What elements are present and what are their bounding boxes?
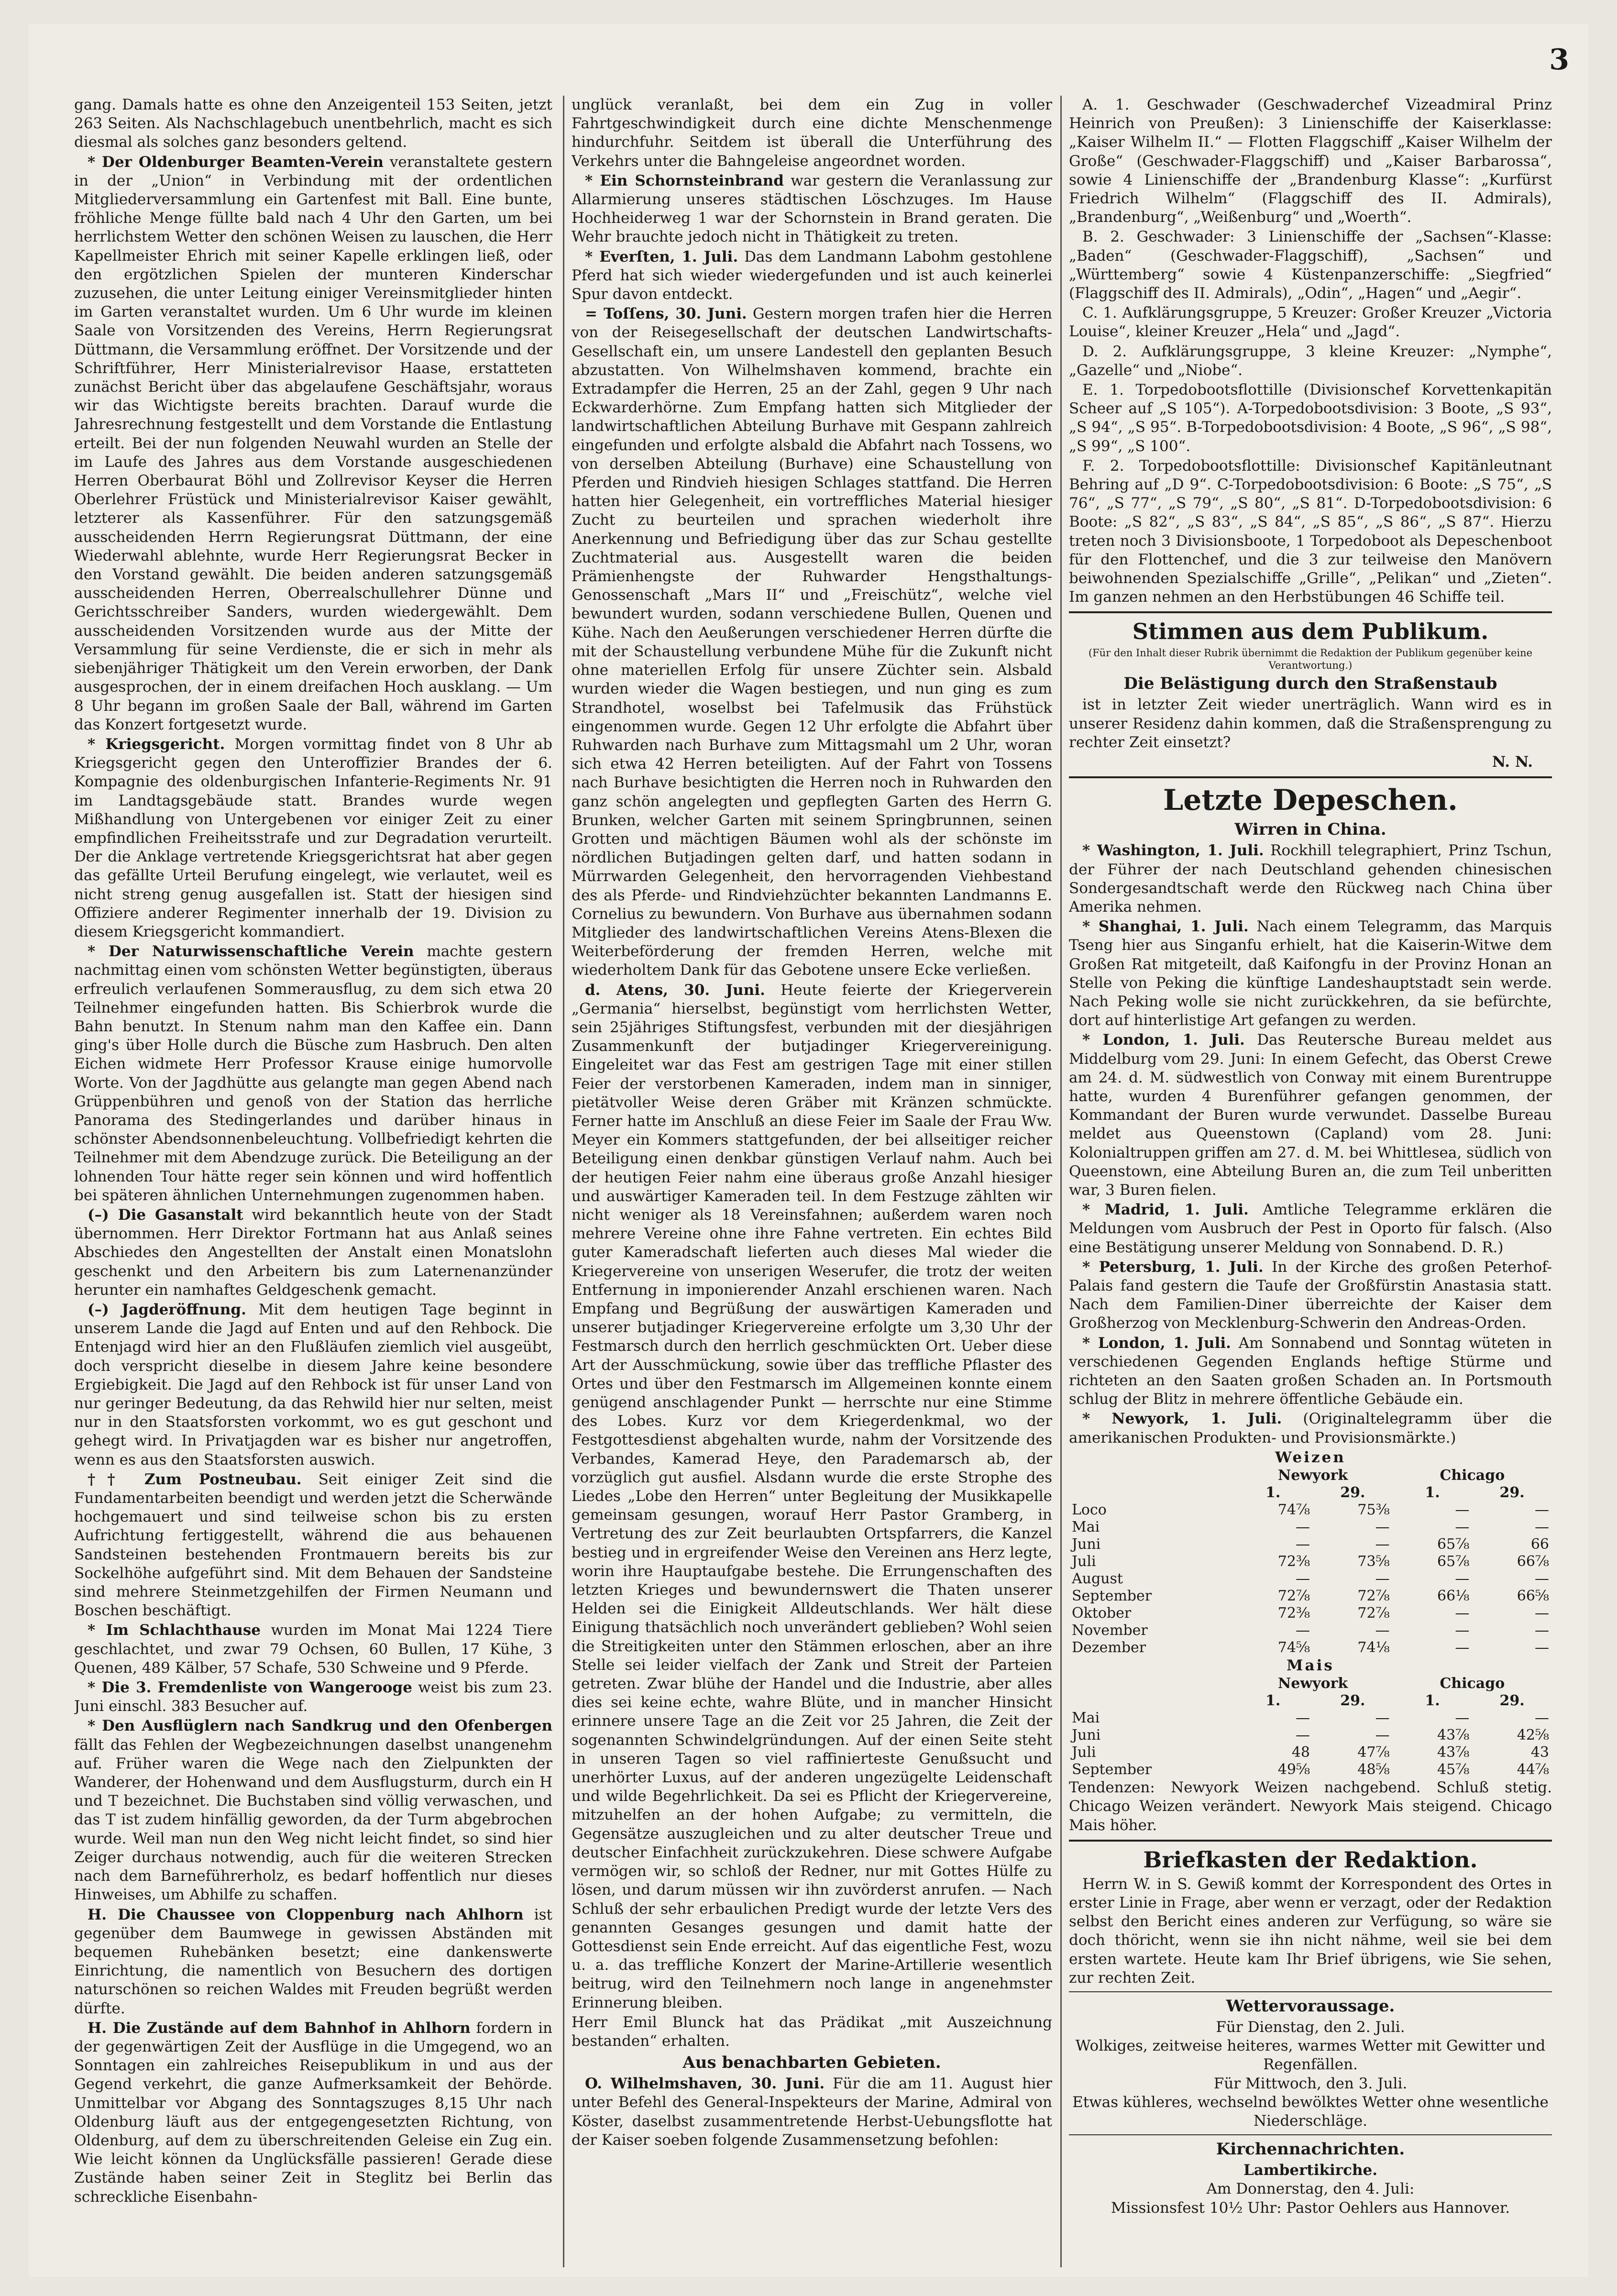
price-cell: — (1455, 1501, 1470, 1518)
price-cell: — (1535, 1605, 1549, 1622)
city2-header: Chicago (1440, 1467, 1505, 1484)
divider (1069, 1840, 1552, 1842)
article-paragraph (74, 942, 552, 1205)
price-cell: 73⅝ (1357, 1553, 1390, 1570)
article-heading: = Toſſens, 30. Juni. (585, 305, 747, 323)
month-label: Oktober (1072, 1605, 1132, 1622)
table-row (1069, 1605, 1552, 1622)
weizen-title: Weizen (1275, 1448, 1346, 1466)
month-label: Mai (1072, 1519, 1100, 1535)
table-row (1069, 1519, 1552, 1536)
price-cell: 42⅝ (1517, 1727, 1549, 1744)
column-rule (563, 96, 564, 2267)
article-paragraph (1069, 1201, 1552, 1257)
date-header: 1. (1425, 1692, 1440, 1710)
price-cell: — (1375, 1519, 1390, 1535)
article-paragraph (74, 1301, 552, 1469)
article-text: Heute feierte der Kriegerverein „Germania“ hierselbst, begünstigt vom herrlichsten Wetter, sein 25jähriges Stiftungsfest, verbunden mit der diesjährigen Zusammenkunft der butjadinger Kriegervereinigung. Eingeleitet war das Fest am gestrigen Tage mit einer stillen Feier der verstorbenen Kameraden, indem man in sinniger, pietätvoller Weise deren Gräber mit Kränzen schmückte. Ferner hatte im Anschluß an diese Feier im Saale der Frau Ww. Meyer ein Kommers stattgefunden, der bei allseitiger reicher Beteiligung einen denkbar günstigen Verlauf nahm. Auch bei der heutigen Feier nahm eine überaus große Anzahl hiesiger und auswärtiger Kameraden teil. In dem Festzuge zählten wir nicht weniger als 18 Vereinsfahnen; außerdem waren noch mehrere Vereine ohne ihre Fahne vertreten. Ein echtes Bild guter Kameradschaft lieferten auch dieses Mal wieder die Kriegervereine von unserigen Weserufer, die trotz der weiten Entfernung in imponierender Anzahl erschienen waren. Nach Empfang und Begrüßung der auswärtigen Kameraden und unserer butjadinger Kriegervereine erfolgte um 3,30 Uhr der Festmarsch durch den herrlich geschmückten Ort. Ueber diese Art der Ausschmückung, sowie über das treffliche Pflaster des Ortes und über den Festmarsch im Allgemeinen konnte einem genügend anschlagender Punkt — herrschte nur eine Stimme des Lobes. Kurz vor dem Kriegerdenkmal, wo der Festgottesdienst abgehalten wurde, nahm der Vorsitzende des Verbandes, Kamerad Heye, den Parademarsch ab, der vorzüglich gut ausfiel. Alsdann wurde die erste Strophe des Liedes „Lobe den Herren“ unter Begleitung der Musikkapelle gemeinsam gesungen, worauf Herr Pastor Gramberg, in Vertretung des zur Zeit beurlaubten Ortspfarrers, die Kanzel bestieg und in ergreifender Weise den Vereinen ans Herz legte, worin ihre Hauptaufgabe bestehe. Die Errungenschaften des letzten Krieges und bewundernswert die Thaten unserer Helden sei die Einigkeit Alldeutschlands. Wer hält diese Einigung thatsächlich noch unverändert geblieben? Wohl seien die Streitigkeiten unter den Stämmen erloschen, aber an ihre Stelle sei leider vielfach der Zank und Streit der Parteien getreten. Zwar blühe der Handel und die Industrie, aber alles dies sei keine echte, wahre Blüte, und in mancher Hinsicht erinnere unsere Tage an die Zeit vor 25 Jahren, die Zeit der sogenannten Schwindelgründungen. Auf der einen Seite steht in unseren Tagen so viel raffinierteste Genußsucht und unerhörter Luxus, auf der anderen ungezügelte Leidenschaft und wilde Begehrlichkeit. Da sei es Pflicht der Kriegervereine, mitzuhelfen an der hohen Aufgabe; zu vermitteln, die Gegensätze auszugleichen und zu alter deutscher Treue und deutscher Einfachheit zurückzukehren. Diese schwere Aufgabe vermögen wir, so schloß der Redner, nur mit Gottes Hülfe zu lösen, und darum müssen wir ihn zuvörderst anrufen. — Nach Schluß der sehr erbaulichen Predigt wurde der letzte Vers des genannten Gesanges gesungen und damit hatte der Gottesdienst sein Ende erreicht. Auf das eigentliche Fest, wozu u. a. das treffliche Konzert der Marine-Artillerie wesentlich beitrug, wird den Teilnehmern noch lange in angenehmster Erinnerung bleiben. (572, 981, 1052, 2011)
market-tendency: Tendenzen: Newyork Weizen nachgebend. Schluß stetig. Chicago Weizen verändert. Newyork Mais steigend. Chicago Mais höher. (1069, 1779, 1552, 1834)
article-paragraph (74, 1717, 552, 1904)
article-heading: * Der Naturwissenschaftliche Verein (88, 943, 414, 960)
price-cell: — (1296, 1622, 1310, 1639)
article-paragraph (1069, 96, 1552, 227)
table-row (1069, 1553, 1552, 1570)
table-row (1069, 1761, 1552, 1778)
article-heading: O. Wilhelmshaven, 30. Juni. (585, 2075, 825, 2093)
article-text: Nach einem Telegramm, das Marquis Tseng hier aus Singanfu erhielt, hat die Kaiserin-Witwe dem Großen Rat mitgeteilt, daß Kaifongfu in der Provinz Honan an Stelle von Peking die künftige Landeshauptstadt sein werde. Nach Peking wolle sie nicht zurückkehren, da sie befürchte, dort auf hinterlistige Art gefangen zu werden. (1069, 918, 1552, 1029)
price-cell: 74⅛ (1357, 1639, 1390, 1656)
month-label: November (1072, 1622, 1148, 1639)
price-cell: 72⅞ (1357, 1588, 1390, 1604)
wetter-title: Wettervoraussage. (1226, 1997, 1395, 2016)
article-text: fordern in der gegenwärtigen Zeit der Ausflüge in die Umgegend, wo an Sonntagen ein zahlreiches Reisepublikum in und aus der Gegend verkehrt, die ganze Aufmerksamkeit der Behörde. Unmittelbar vor Abgang des Sonntagszuges 8,15 Uhr nach Oldenburg läuft aus der entgegengesetzten Richtung, von Oldenburg, auf dem zu überschreitenden Geleise ein Zug ein. Wie leicht können da Unglücksfälle passieren! Gerade diese Zustände haben seiner Zeit in Steglitz bei Berlin das schreckliche Eisenbahn- (74, 2019, 552, 2206)
article-text: war gestern die Veranlassung zur Allarmierung unseres städtischen Löschzuges. Im Hause Hochheiderweg 1 war der Schornstein in Brand geraten. Die Wehr brauchte jedoch nicht in Thätigkeit zu treten. (572, 172, 1052, 246)
price-cell: — (1535, 1519, 1549, 1535)
month-label: Loco (1072, 1501, 1107, 1518)
month-label: Dezember (1072, 1639, 1146, 1656)
wetter-line: Etwas kühleres, wechselnd bewölktes Wetter ohne wesentliche Niederschläge. (1072, 2093, 1549, 2130)
page-number: 3 (1549, 43, 1569, 77)
price-cell: 66⅝ (1517, 1588, 1549, 1604)
article-heading: * London, 1. Juli. (1082, 1031, 1245, 1049)
article-text: ist gegenüber dem Baumwege in gewissen Abständen mit bequemen Ruhebänken besetzt; eine dankenswerte Einrichtung, die namentlich von Besuchern des dortigen naturschönen so reichen Waldes mit Freuden begrüßt werden dürfte. (74, 1906, 552, 2017)
price-cell: — (1535, 1501, 1549, 1518)
column-1 (74, 96, 552, 2267)
wetter-line: Für Mittwoch, den 3. Juli. (1213, 2075, 1408, 2092)
price-cell: 72⅜ (1277, 1605, 1310, 1622)
article-text: F. 2. Torpedobootsflottille: Divisionschef Kapitänleutnant Behring auf „D 9“. C-Torpedobootsdivision: 6 Boote: „S 75“, „S 76“, „S 77“, „S 79“, „S 80“, „S 81“. D-Torpedobootsdivision: 6 Boote: „S 82“, „S 83“, „S 84“, „S 85“, „S 86“, „S 87“. Hierzu treten noch 3 Divisionsboote, 1 Torpedoboot als Depeschenboot für den Flottenchef, und die 3 zur teilweise den Manövern beiwohnenden Spezialschiffe „Grille“, „Pelikan“ und „Zieten“. Im ganzen nehmen an den Herbstübungen 46 Schiffe teil. (1069, 457, 1552, 606)
article-paragraph (572, 981, 1052, 2012)
article-heading: * Kriegsgericht. (88, 735, 225, 753)
article-text: D. 2. Aufklärungsgruppe, 3 kleine Kreuzer: „Nymphe“, „Gazelle“ und „Niobe“. (1069, 342, 1552, 379)
article-text: Seit einiger Zeit sind die Fundamentarbeiten beendigt und werden jetzt die Scherwände hochgemauert und sind teilweise schon bis zu ersten Aufrichtung fertiggestellt, während die aus behauenen Sandsteinen bestehenden Frontmauern bereits bis zur Sockelhöhe aufgeführt sind. Mit dem Behauen der Sandsteine sind mehrere Steinmetzgehilfen der Firmen Neumann und Boschen beschäftigt. (74, 1470, 552, 1620)
kirche-subtitle: Lambertikirche. (1243, 2162, 1378, 2179)
article-paragraph (572, 248, 1052, 304)
price-cell: 66 (1530, 1536, 1549, 1553)
article-paragraph (572, 305, 1052, 980)
price-cell: — (1535, 1570, 1549, 1587)
divider (1069, 2134, 1552, 2135)
article-text: Mit dem heutigen Tage beginnt in unserem Lande die Jagd auf Enten und auf den Rehbock. Die Entenjagd wird hier an den Flußläufen ziemlich viel ausgeübt, doch verspricht dieselbe in diesem Jahre keine besondere Ergiebigkeit. Die Jagd auf den Rehbock ist für unser Land von nur geringer Bedeutung, da das Rehwild hier nur selten, meist nur in den Staatsforsten vorkommt, wo es gut geschont und gehegt wird. In Privatjagden war es bisher nur angetroffen, wenn es aus den Staatsforsten auswich. (74, 1301, 552, 1468)
article-paragraph (74, 96, 552, 152)
article-heading: * Im Schlachthause (88, 1622, 261, 1639)
article-paragraph (572, 2075, 1052, 2150)
column-3 (1069, 96, 1552, 2267)
price-cell: — (1296, 1536, 1310, 1553)
date-header: 1. (1425, 1484, 1440, 1501)
divider (1069, 776, 1552, 778)
wetter-line: Für Dienstag, den 2. Juli. (1216, 2019, 1405, 2036)
article-paragraph (74, 153, 552, 734)
article-heading: * Everſten, 1. Juli. (585, 248, 738, 265)
date-header: 29. (1340, 1484, 1365, 1501)
article-text: Rockhill telegraphiert, Prinz Tschun, der Führer der nach Deutschland gehenden chinesischen Sondergesandtschaft werde den Rückweg nach China über Amerika nehmen. (1069, 842, 1552, 916)
divider (1069, 1991, 1552, 1992)
price-cell: — (1455, 1519, 1470, 1535)
price-cell: — (1455, 1570, 1470, 1587)
city1-header: Newyork (1277, 1467, 1348, 1484)
article-paragraph (74, 1470, 552, 1621)
month-label: Mai (1072, 1710, 1100, 1727)
price-cell: 72⅞ (1357, 1605, 1390, 1622)
stimmen-headline: Die Belästigung durch den Straßenstaub (1123, 674, 1497, 694)
article-paragraph (1069, 917, 1552, 1030)
article-text: Amtliche Telegramme erklären die Meldungen vom Ausbruch der Pest in Oporto für falsch. (Also eine Bestätigung unserer Meldung von Sonnabend. D. R.) (1069, 1201, 1552, 1256)
newspaper-page (29, 24, 1588, 2277)
table-row (1069, 1570, 1552, 1588)
article-heading: d. Atens, 30. Juni. (585, 981, 765, 999)
price-cell: 45⅞ (1437, 1761, 1470, 1778)
article-heading: (–) Die Gasanstalt (88, 1206, 243, 1224)
article-heading: * Die 3. Fremdenliste von Wangerooge (88, 1679, 412, 1697)
article-text: Das dem Landmann Labohm gestohlene Pferd hat sich wieder wiedergefunden und ist auch keinerlei Spur davon entdeckt. (572, 248, 1052, 303)
price-cell: 65⅞ (1437, 1536, 1470, 1553)
article-text: veranstaltete gestern in der „Union“ in Verbindung mit der ordentlichen Mitgliederversammlung ein Gartenfest mit Ball. Eine bunte, fröhliche Menge füllte bald nach 4 Uhr den Garten, um bei herrlichstem Wetter den schönen Weisen zu lauschen, die Herr Kapellmeister Ehrich mit seiner Kapelle erklingen ließ, oder den ergötzlichen Spielen der munteren Kinderschar zuzusehen, die unter Leitung einiger Vereinsmitglieder hinten im Garten veranstaltet wurden. Um 6 Uhr wurde im kleinen Saale von Vorsitzenden des Vereins, Herrn Regierungsrat Düttmann, die Versammlung eröffnet. Der Vorsitzende und der Schriftführer, Herr Ministerialrevisor Haase, erstatteten zunächst Bericht über das abgelaufene Geschäftsjahr, woraus wir das Wichtigste bereits brachten. Darauf wurde die Jahresrechnung festgestellt und dem Vorstande die Entlastung erteilt. Bei der nun folgenden Neuwahl wurden an Stelle der im Laufe des Jahres aus dem Vorstande ausgeschiedenen Herren Oberbaurat Böhl und Zollrevisor Keyser die Herren Oberlehrer Früstück und Ministerialrevisor Kaiser gewählt, letzterer als Kassenführer. Für den satzungsgemäß ausscheidenden Herrn Regierungsrat Düttmann, der eine Wiederwahl ablehnte, wurde Herr Regierungsrat Becker in den Vorstand gewählt. Die beiden anderen satzungsgemäß ausscheidenden Herren, Oberrealschullehrer Dünne und Gerichtsschreiber Sanders, wurden wiedergewählt. Dem ausscheidenden Vorsitzenden wurde aus der Mitte der Versammlung für seine Verdienste, die er sich in mehr als siebenjähriger Thätigkeit um den Verein erworben, der Dank ausgesprochen, der in einem dreifachen Hoch ausklang. — Um 8 Uhr begann im großen Saale der Ball, während im Garten das Konzert fortgesetzt wurde. (74, 153, 552, 733)
price-cell: 66⅛ (1437, 1588, 1470, 1604)
table-row (1069, 1501, 1552, 1519)
article-heading: * Der Oldenburger Beamten-Verein (88, 153, 384, 171)
article-text: wurden im Monat Mai 1224 Tiere geschlachtet, und zwar 79 Ochsen, 60 Bullen, 17 Kühe, 3 Quenen, 489 Kälber, 57 Schafe, 530 Schweine und 9 Pferde. (74, 1622, 552, 1677)
article-paragraph (572, 172, 1052, 247)
article-text: machte gestern nachmittag einen vom schönsten Wetter begünstigten, überaus erfreulich verlaufenen Sommerausflug, zu dem sich etwa 20 Teilnehmer eingefunden hatten. Bis Schierbrok wurde die Bahn benutzt. In Stenum nahm man den Kaffee ein. Dann ging's über Holle durch die Büsche zum Hasbruch. Den alten Eichen widmete Herr Professor Krause einige humorvolle Worte. Von der Jagdhütte aus gelangte man gegen Abend nach Grüppenbühren und genoß von der Station das herrliche Panorama des Stedingerlandes und darüber hinaus in schönster Abendsonnenbeleuchtung. Vollbefriedigt kehrten die Teilnehmer mit dem Abendzuge zurück. Die Beteiligung an der lohnenden Tour hätte reger sein können und wird hoffentlich bei späteren ähnlichen Unternehmungen zugenommen haben. (74, 943, 552, 1204)
price-cell: 72⅞ (1277, 1588, 1310, 1604)
depeschen-title: Letzte Depeschen. (1163, 784, 1458, 817)
price-cell: 47⅞ (1357, 1744, 1390, 1761)
date-header: 1. (1265, 1484, 1281, 1501)
price-cell: — (1375, 1727, 1390, 1744)
article-text: Für die am 11. August hier unter Befehl des General-Inspekteurs der Marine, Admiral von Köster, daselbst zusammentretende Herbst-Uebungsflotte hat der Kaiser soeben folgende Zusammensetzung befohlen: (572, 2075, 1052, 2149)
price-cell: — (1375, 1570, 1390, 1587)
article-heading: * Den Ausflüglern nach Sandkrug und den Ofenbergen (88, 1717, 552, 1735)
month-label: Juni (1072, 1727, 1101, 1744)
price-cell: 44⅞ (1517, 1761, 1549, 1778)
price-cell: 48⅝ (1357, 1761, 1390, 1778)
price-cell: — (1296, 1570, 1310, 1587)
article-text: (Originaltelegramm über die amerikanischen Produkten- und Provisionsmärkte.) (1069, 1410, 1552, 1446)
price-cell: — (1455, 1605, 1470, 1622)
kirche-line1: Am Donnerstag, den 4. Juli: (1206, 2180, 1415, 2198)
article-paragraph (1069, 381, 1552, 456)
month-label: Juni (1072, 1536, 1101, 1553)
article-heading: H. Die Chaussee von Cloppenburg nach Ahlhorn (88, 1906, 524, 1923)
article-text: fällt das Fehlen der Wegbezeichnungen daselbst unangenehm auf. Früher waren die Wege nach den Zielpunkten der Wanderer, der Hohenwand und dem Ausflugsturm, durch ein H und T bezeichnet. Die Buchstaben sind völlig verwaschen, und das T ist zudem hinfällig geworden, da der Turm abgebrochen wurde. Weil man nun den Weg nicht leicht findet, so sind hier Zeiger durchaus notwendig, auch für die weiteren Strecken nach dem Barneführerholz, es bedarf hoffentlich nur dieses Hinweises, um Abhilfe zu schaffen. (74, 1736, 552, 1904)
price-cell: 72⅜ (1277, 1553, 1310, 1570)
date-header: 29. (1499, 1484, 1525, 1501)
price-cell: 48 (1291, 1744, 1310, 1761)
article-text: Morgen vormittag findet von 8 Uhr ab Kriegsgericht gegen den Unteroffizier Brandes der 6. Kompagnie des oldenburgischen Infanterie-Regiments Nr. 91 im Landtagsgebäude statt. Brandes wurde wegen Mißhandlung von Untergebenen vor einiger Zeit zu einer empfindlichen Freiheitsstrafe und zur Degradation verurteilt. Der die Anklage vertretende Kriegsgerichtsrat hat aber gegen das gefällte Urteil Berufung eingelegt, wie verlautet, weil es nicht streng genug ausgefallen ist. Statt der hiesigen sind Offiziere anderer Regimenter innerhalb der 19. Division zu diesem Kriegsgericht kommandiert. (74, 735, 552, 940)
price-cell: — (1375, 1710, 1390, 1727)
article-paragraph (74, 735, 552, 941)
price-cell: 43 (1530, 1744, 1549, 1761)
price-cell: — (1296, 1519, 1310, 1535)
depeschen-subtitle: Wirren in China. (1234, 820, 1386, 839)
city2-header: Chicago (1440, 1675, 1505, 1692)
price-cell: 43⅞ (1437, 1727, 1470, 1744)
article-text: In der Kirche des großen Peterhof-Palais fand gestern die Taufe der Großfürstin Anastasia statt. Nach dem Familien-Diner überreichte der Kaiser dem Großherzog von Mecklenburg-Schwerin den Andreas-Orden. (1069, 1258, 1552, 1332)
article-text: Am Sonnabend und Sonntag wüteten in verschiedenen Gegenden Englands heftige Stürme und richteten an den Saaten großen Schaden an. In Portsmouth schlug der Blitz in mehrere öffentliche Gebäude ein. (1069, 1334, 1552, 1408)
article-heading: * Petersburg, 1. Juli. (1082, 1258, 1264, 1276)
article-heading: * Ein Schornsteinbrand (585, 172, 784, 189)
article-paragraph (74, 1906, 552, 2018)
price-cell: — (1535, 1639, 1549, 1656)
article-heading: †† Zum Postneubau. (88, 1470, 302, 1488)
month-label: September (1072, 1761, 1152, 1778)
article-heading: * London, 1. Juli. (1082, 1334, 1231, 1352)
price-cell: — (1296, 1710, 1310, 1727)
article-paragraph (1069, 1258, 1552, 1333)
price-cell: — (1455, 1710, 1470, 1727)
article-text: gang. Damals hatte es ohne den Anzeigenteil 153 Seiten, jetzt 263 Seiten. Als Nachschlagebuch unentbehrlich, macht es sich diesmal als solches ganz besonders geltend. (74, 96, 552, 151)
article-heading: * Washington, 1. Juli. (1082, 842, 1264, 860)
mais-title: Mais (1287, 1657, 1334, 1674)
date-header: 29. (1499, 1692, 1525, 1710)
wetter-list (1069, 2018, 1552, 2130)
stimmen-note: (Für den Inhalt dieser Rubrik übernimmt die Redaktion der Publikum gegenüber keine Verantwortung.) (1088, 647, 1533, 672)
article-paragraph (74, 1678, 552, 1716)
article-paragraph (1069, 1410, 1552, 1447)
price-cell: — (1455, 1639, 1470, 1656)
article-text: weist bis zum 23. Juni einschl. 383 Besucher auf. (74, 1679, 552, 1715)
article-heading: H. Die Zustände auf dem Bahnhof in Ahlhorn (88, 2019, 471, 2037)
price-cell: 74⅝ (1277, 1639, 1310, 1656)
weizen-table (1069, 1467, 1552, 1656)
table-row (1069, 1727, 1552, 1744)
fleet-list (1069, 96, 1552, 607)
column-2 (572, 96, 1052, 2267)
wetter-line: Wolkiges, zeitweise heiteres, warmes Wetter mit Gewitter und Regenfällen. (1075, 2037, 1546, 2074)
table-row (1069, 1536, 1552, 1553)
kirche-line2: Missionsfest 10½ Uhr: Pastor Oehlers aus Hannover. (1111, 2199, 1510, 2217)
price-cell: — (1375, 1622, 1390, 1639)
price-cell: — (1455, 1622, 1470, 1639)
city1-header: Newyork (1277, 1675, 1348, 1692)
article-heading: * Madrid, 1. Juli. (1082, 1201, 1249, 1219)
depeschen-list (1069, 841, 1552, 1447)
article-text: Herr Emil Blunck hat das Prädikat „mit Auszeichnung bestanden“ erhalten. (572, 2013, 1052, 2050)
price-cell: 65⅞ (1437, 1553, 1470, 1570)
kirche-title: Kirchennachrichten. (1216, 2140, 1405, 2159)
price-cell: — (1296, 1727, 1310, 1744)
article-paragraph (572, 96, 1052, 171)
article-heading: * Shanghai, 1. Juli. (1082, 918, 1249, 936)
article-text: Das Reutersche Bureau meldet aus Middelburg vom 29. Juni: In einem Gefecht, das Oberst Crewe am 24. d. M. südwestlich von Conway mit einem Burentruppe hatte, wurden 4 Burenführer gefangen genommen, der Kommandant der Buren wurde verwundet. Dasselbe Bureau meldet aus Queenstown (Capland) vom 28. Juni: Kolonialtruppen griffen am 27. d. M. bei Whittlesea, südlich von Queenstown, eine Abteilung Buren an, die zum Teil unberitten war, 3 Buren fielen. (1069, 1031, 1552, 1199)
column-rule (1060, 96, 1062, 2267)
article-heading: (–) Jagderöffnung. (88, 1301, 246, 1318)
mais-table (1069, 1675, 1552, 1778)
table-row (1069, 1744, 1552, 1761)
article-text: Gestern morgen trafen hier die Herren von der Reisegesellschaft der deutschen Landwirtschafts-Gesellschaft ein, um unsere Landestell den geplanten Besuch abzustatten. Von Wilhelmshaven kommend, brachte ein Extradampfer die Herren, 25 an der Zahl, gegen 9 Uhr nach Eckwarderhörne. Zum Empfang hatten sich Mitglieder der landwirtschaftlichen Abteilung Burhave mit Gespann zahlreich eingefunden und erfolgte alsbald die Abfahrt nach Tossens, wo von derselben Abteilung (Burhave) eine Schaustellung von Pferden und Rindvieh hiesigen Schlages stattfand. Die Herren hatten hier Gelegenheit, ein vortreffliches Material hiesiger Zucht zu beurteilen und sprachen wiederholt ihre Anerkennung und Befriedigung über das zur Schau gestellte Zuchtmaterial aus. Ausgestellt waren die beiden Prämienhengste der Ruhwarder Hengsthaltungs-Genossenschaft „Mars II“ und „Freischütz“, welche viel bewundert wurden, sodann verschiedene Bullen, Quenen und Kühe. Nach den Aeußerungen verschiedener Herren dürfte die mit der Schaustellung verbundene Mühe für die Zukunft nicht ohne materiellen Erfolg für unsere Züchter sein. Alsbald wurden wieder die Wagen bestiegen, und nun ging es zum Strandhotel, woselbst bei Tafelmusik das Frühstück eingenommen wurde. Gegen 12 Uhr erfolgte die Abfahrt über Ruhwarden nach Burhave zum Mittagsmahl um 2 Uhr, woran sich etwa 42 Herren beteiligten. Auf der Fahrt von Tossens nach Burhave besichtigten die Herren noch in Ruhwarden den ganz schön angelegten und gepflegten Garten des Herrn G. Brunken, welcher Garten mit seinem Springbrunnen, seinen Grotten und mächtigen Bäumen wohl als der schönste im nördlichen Butjadingen gelten darf, und hatten sodann in Mürrwarden Gelegenheit, den hervorragenden Viehbestand des als Pferde- und Rindviehzüchter bekannten Landmanns E. Cornelius zu bewundern. Von Burhave aus übernahmen sodann Mitglieder des landwirtschaftlichen Vereins Atens-Blexen die Weiterbeförderung der fremden Herren, welche mit wiederholtem Dank für das Gebotene unsere Ecke verließen. (572, 305, 1052, 979)
article-text: E. 1. Torpedobootsflottille (Divisionschef Korvettenkapitän Scheer auf „S 105“). A-Torpedobootsdivision: 3 Boote, „S 93“, „S 94“, „S 95“. B-Torpedobootsdivision: 4 Boote, „S 96“, „S 98“, „S 99“, „S 100“. (1069, 381, 1552, 455)
price-cell: 74⅞ (1277, 1501, 1310, 1518)
price-cell: 66⅞ (1517, 1553, 1549, 1570)
briefkasten-title: Briefkasten der Redaktion. (1143, 1846, 1478, 1873)
date-header: 1. (1265, 1692, 1281, 1710)
price-cell: — (1535, 1622, 1549, 1639)
article-paragraph (1069, 1334, 1552, 1409)
article-paragraph (74, 1621, 552, 1678)
article-paragraph (1069, 457, 1552, 607)
article-text: unglück veranlaßt, bei dem ein Zug in voller Fahrtgeschwindigkeit durch eine dichte Menschenmenge hindurchfuhr. Seitdem ist überall die Unterführung des Verkehrs unter die Bahngeleise angeordnet worden. (572, 96, 1052, 170)
month-label: August (1072, 1570, 1123, 1587)
article-text: C. 1. Aufklärungsgruppe, 5 Kreuzer: Großer Kreuzer „Victoria Louise“, kleiner Kreuzer „Hela“ und „Jagd“. (1069, 304, 1552, 341)
stimmen-text: ist in letzter Zeit wieder unerträglich. Wann wird es in unserer Residenz dahin kommen, daß die Straßensprengung zu rechter Zeit einsetzt? (1069, 696, 1552, 751)
table-row (1069, 1588, 1552, 1605)
divider (1069, 611, 1552, 613)
article-paragraph (572, 2013, 1052, 2051)
price-cell: 43⅞ (1437, 1744, 1470, 1761)
briefkasten-text: Herrn W. in S. Gewiß kommt der Korrespondent des Ortes in erster Linie in Frage, aber wenn er verzagt, oder der Redaktion selbst den Bericht eines anderen zur Verfügung, so wäre sie doch thöricht, wenn sie ihn nicht nähme, weil sie bei dem ersten wartete. Heute kam Ihr Brief übrigens, wie Sie sehen, zur rechten Zeit. (1069, 1875, 1552, 1987)
article-paragraph (1069, 228, 1552, 303)
table-row (1069, 1622, 1552, 1639)
article-paragraph (1069, 841, 1552, 916)
table-row (1069, 1639, 1552, 1656)
section-heading: Aus benachbarten Gebieten. (682, 2053, 941, 2073)
article-text: wird bekanntlich heute von der Stadt übernommen. Herr Direktor Fortmann hat aus Anlaß seines Abschiedes den Angestellten der Anstalt einen Monatslohn geschenkt und den Arbeitern bis zum Laternenanzünder herunter ein namhaftes Geldgeschenk gemacht. (74, 1206, 552, 1299)
article-paragraph (1069, 1031, 1552, 1200)
price-cell: 75⅜ (1357, 1501, 1390, 1518)
article-paragraph (74, 1206, 552, 1300)
article-heading: * Newyork, 1. Juli. (1082, 1410, 1282, 1428)
stimmen-title: Stimmen aus dem Publikum. (1132, 618, 1489, 645)
month-label: Juli (1072, 1744, 1096, 1761)
date-header: 29. (1340, 1692, 1365, 1710)
article-paragraph (1069, 342, 1552, 380)
table-row (1069, 1710, 1552, 1727)
price-cell: 49⅝ (1277, 1761, 1310, 1778)
month-label: Juli (1072, 1553, 1096, 1570)
price-cell: — (1375, 1536, 1390, 1553)
price-cell: — (1535, 1710, 1549, 1727)
article-paragraph (74, 2019, 552, 2207)
article-text: B. 2. Geschwader: 3 Linienschiffe der „Sachsen“-Klasse: „Baden“ (Geschwader-Flaggschiff), „Sachsen“ und „Württemberg“ sowie 4 Küstenpanzerschiffe: „Siegfried“ (Flaggschiff des II. Admirals), „Odin“, „Hagen“ und „Aegir“. (1069, 228, 1552, 302)
stimmen-signature: N. N. (1492, 753, 1533, 771)
article-text: A. 1. Geschwader (Geschwaderchef Vizeadmiral Prinz Heinrich von Preußen): 3 Linienschiffe der Kaiserklasse: „Kaiser Wilhelm II.“ — Flotten Flaggschiff „Kaiser Wilhelm der Große“ (Geschwader-Flaggschiff) und „Kaiser Barbarossa“, sowie 4 Linienschiffe der „Brandenburg Klasse“: „Kurfürst Friedrich Wilhelm“ (Flaggschiff des II. Admirals), „Brandenburg“, „Weißenburg“ und „Woerth“. (1069, 96, 1552, 226)
article-paragraph (1069, 304, 1552, 341)
month-label: September (1072, 1588, 1152, 1604)
